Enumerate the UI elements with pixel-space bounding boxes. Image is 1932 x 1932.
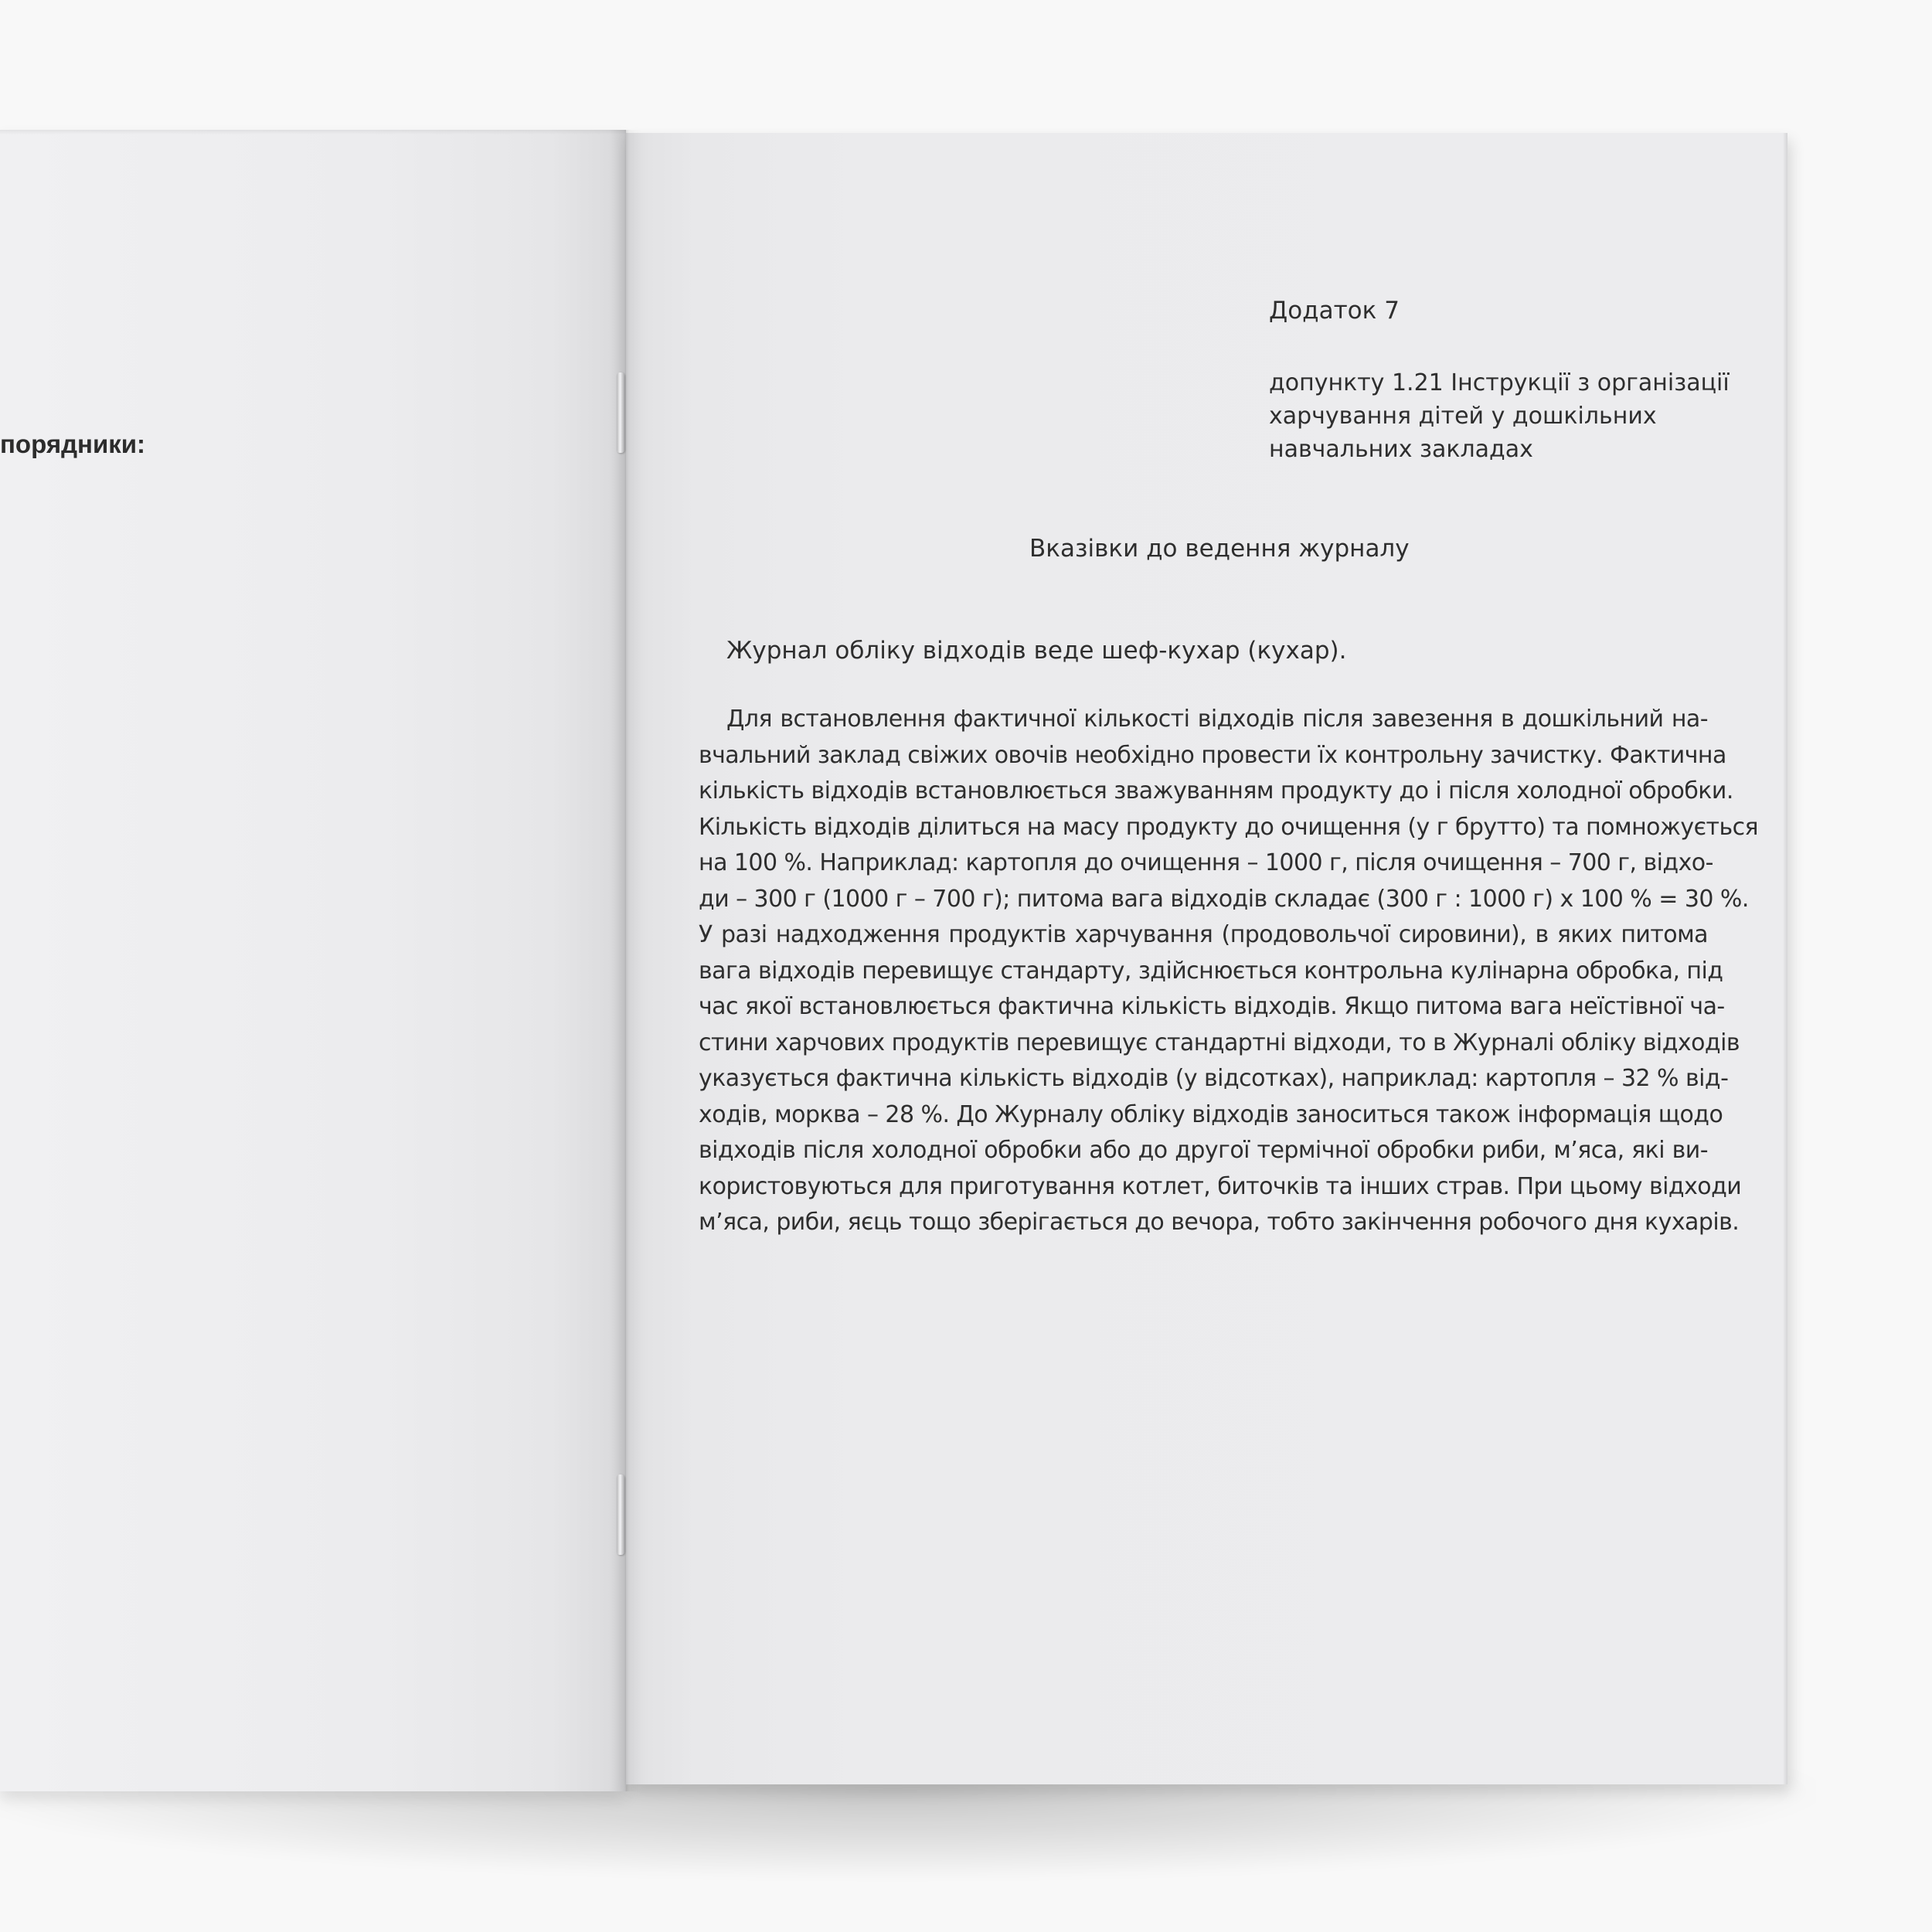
staple-top xyxy=(617,372,624,453)
appendix-reference xyxy=(1269,366,1730,466)
body-line: У разі надходження продуктів харчування (продовольчої сировини), в яких питома xyxy=(699,921,1708,948)
section-title: Вказівки до ведення журналу xyxy=(1029,535,1410,563)
body-line: користовуються для приготування котлет, биточків та інших страв. При цьому відходи xyxy=(699,1172,1742,1200)
body-line: стини харчових продуктів перевищує стандартні відходи, то в Журналі обліку відходів xyxy=(699,1029,1740,1056)
appendix-label: Додаток 7 xyxy=(1269,297,1400,325)
body-line: м’яса, риби, яєць тощо зберігається до вечора, тобто закінчення робочого дня кухарів. xyxy=(699,1209,1740,1236)
appendix-reference-line: допункту 1.21 Інструкції з організації xyxy=(1269,369,1730,396)
appendix-reference-line: навчальних закладах xyxy=(1269,436,1533,463)
body-line: ди – 300 г (1000 г – 700 г); питома вага відходів складає (300 г : 1000 г) х 100 % = 30 %. xyxy=(699,885,1749,913)
body-line: вчальний заклад свіжих овочів необхідно провести їх контрольну зачистку. Фактична xyxy=(699,741,1726,769)
body-line: вага відходів перевищує стандарту, здійснюється контрольна кулінарна обробка, під xyxy=(699,957,1723,985)
body-line: кількість відходів встановлюється зважуванням продукту до і після холодної обробки. xyxy=(699,777,1733,804)
body-line: відходів після холодної обробки або до другої термічної обробки риби, м’яса, які ви- xyxy=(699,1137,1708,1164)
left-page xyxy=(0,130,626,1791)
appendix-reference-line: харчування дітей у дошкільних xyxy=(1269,403,1657,430)
body-paragraph xyxy=(699,702,1759,1241)
body-line: Кількість відходів ділиться на масу продукту до очищення (у г брутто) та помножується xyxy=(699,813,1759,841)
left-page-heading: порядники: xyxy=(0,430,146,458)
intro-paragraph: Журнал обліку відходів веде шеф-кухар (кухар). xyxy=(726,637,1347,665)
body-line: ходів, морква – 28 %. До Журналу обліку відходів заноситься також інформація щодо xyxy=(699,1100,1723,1128)
body-line: указується фактична кількість відходів (у відсотках), наприклад: картопля – 32 % від- xyxy=(699,1065,1729,1092)
spine-gutter xyxy=(611,130,641,1791)
body-line: на 100 %. Наприклад: картопля до очищення – 1000 г, після очищення – 700 г, відхо- xyxy=(699,849,1713,876)
body-line: час якої встановлюється фактична кількість відходів. Якщо питома вага неїстівної ча- xyxy=(699,993,1725,1020)
staple-bottom xyxy=(617,1475,624,1555)
body-line: Для встановлення фактичної кількості відходів після завезення в дошкільний на- xyxy=(726,706,1708,733)
